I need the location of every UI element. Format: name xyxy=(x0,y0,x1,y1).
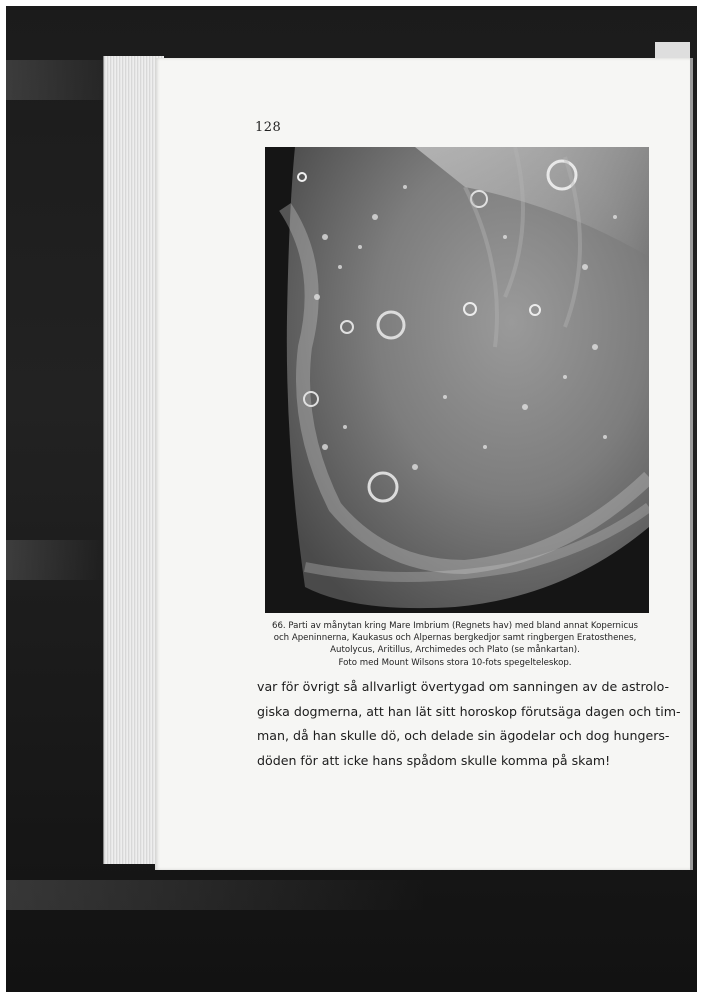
moon-photograph xyxy=(265,147,649,613)
scan-glare xyxy=(6,540,106,580)
caption-line: Autolycus, Aritillus, Archimedes och Plato (se månkartan). xyxy=(330,645,580,656)
body-line: man, då han skulle dö, och delade sin ägodelar och dog hungers- xyxy=(257,728,670,743)
body-paragraph xyxy=(257,675,681,773)
body-line: döden för att icke hans spådom skulle komma på skam! xyxy=(257,752,611,768)
body-line: giska dogmerna, att han lät sitt horoskop förutsäga dagen och tim- xyxy=(257,703,681,719)
figure-caption xyxy=(245,620,665,669)
caption-line: 66. Parti av månytan kring Mare Imbrium (Regnets hav) med bland annat Kopernicus xyxy=(271,621,639,631)
caption-line: Foto med Mount Wilsons stora 10-fots spegelteleskop. xyxy=(338,657,572,668)
scan-glare xyxy=(6,880,426,910)
caption-line: och Apeninnerna, Kaukasus och Alpernas bergkedjor samt ringbergen Eratosthenes, xyxy=(273,633,637,644)
moon-surface-image xyxy=(265,147,649,613)
page-number: 128 xyxy=(255,120,282,135)
body-line: var för övrigt så allvarligt övertygad om sanningen av de astrolo- xyxy=(257,679,670,694)
